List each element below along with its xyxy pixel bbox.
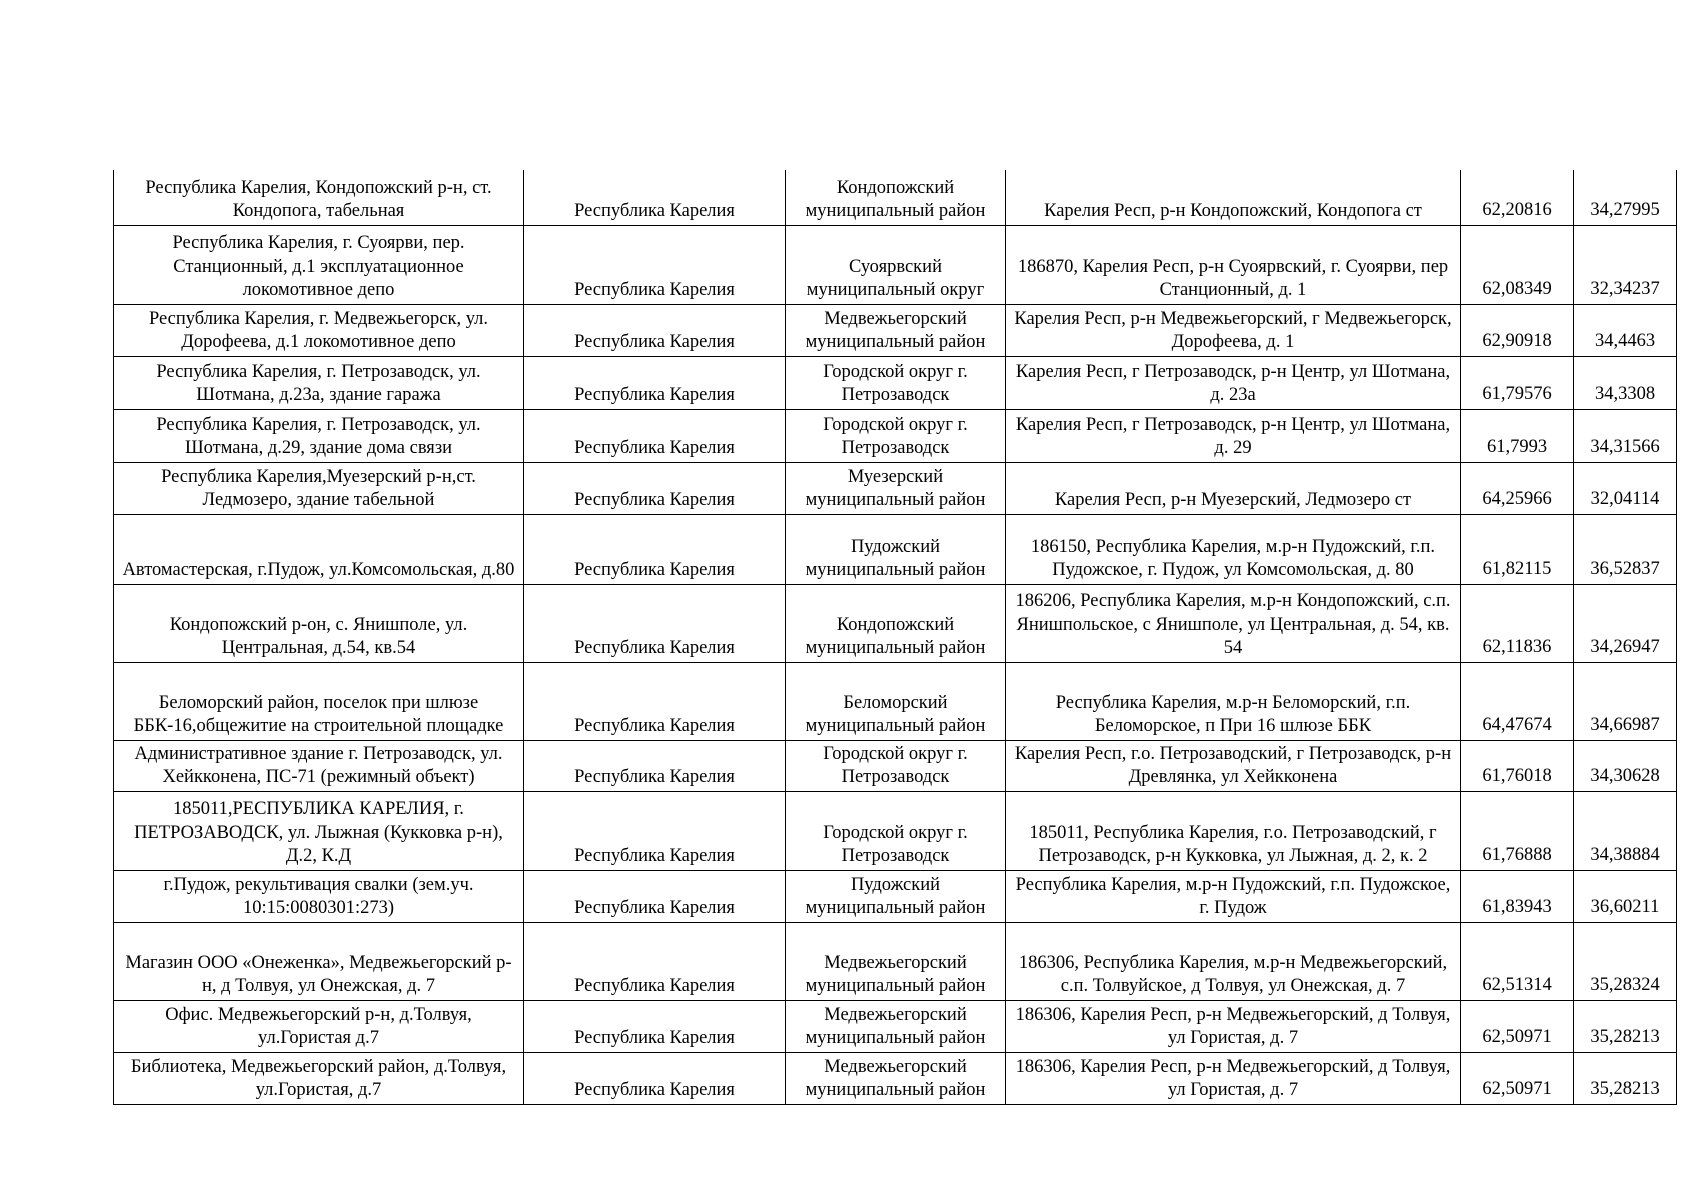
table-row xyxy=(114,304,1677,356)
object-name-cell: г.Пудож, рекультивация свалки (зем.уч. 10:15:0080301:273) xyxy=(114,870,524,922)
municipality-cell: Кондопожский муниципальный район xyxy=(786,170,1006,225)
table-row xyxy=(114,791,1677,870)
region-cell: Республика Карелия xyxy=(524,225,786,304)
municipality-cell: Медвежьегорский муниципальный район xyxy=(786,1052,1006,1104)
municipality-cell: Городской округ г. Петрозаводск xyxy=(786,791,1006,870)
address-cell: 186870, Карелия Респ, р-н Суоярвский, г. Суоярви, пер Станционный, д. 1 xyxy=(1006,225,1461,304)
latitude-cell: 61,83943 xyxy=(1461,870,1574,922)
object-name-cell: Административное здание г. Петрозаводск, ул. Хейкконена, ПС-71 (режимный объект) xyxy=(114,740,524,791)
table-row xyxy=(114,225,1677,304)
table-row xyxy=(114,1052,1677,1104)
longitude-cell: 34,4463 xyxy=(1574,304,1677,356)
municipality-cell: Городской округ г. Петрозаводск xyxy=(786,409,1006,462)
longitude-cell: 34,66987 xyxy=(1574,662,1677,740)
object-name-cell: Республика Карелия, г. Петрозаводск, ул. Шотмана, д.29, здание дома связи xyxy=(114,409,524,462)
object-name-cell: Республика Карелия, г. Медвежьегорск, ул. Дорофеева, д.1 локомотивное депо xyxy=(114,304,524,356)
latitude-cell: 62,08349 xyxy=(1461,225,1574,304)
object-name-cell: Офис. Медвежьегорский р-н, д.Толвуя, ул.Гористая д.7 xyxy=(114,1000,524,1052)
region-cell: Республика Карелия xyxy=(524,662,786,740)
latitude-cell: 62,90918 xyxy=(1461,304,1574,356)
longitude-cell: 36,60211 xyxy=(1574,870,1677,922)
latitude-cell: 61,79576 xyxy=(1461,356,1574,409)
longitude-cell: 34,30628 xyxy=(1574,740,1677,791)
municipality-cell: Кондопожский муниципальный район xyxy=(786,584,1006,662)
address-cell: 186306, Республика Карелия, м.р-н Медвежьегорский, с.п. Толвуйское, д Толвуя, ул Онежская, д. 7 xyxy=(1006,922,1461,1000)
longitude-cell: 34,31566 xyxy=(1574,409,1677,462)
object-name-cell: Магазин ООО «Онеженка», Медвежьегорский р-н, д Толвуя, ул Онежская, д. 7 xyxy=(114,922,524,1000)
municipality-cell: Медвежьегорский муниципальный район xyxy=(786,304,1006,356)
address-cell: Карелия Респ, р-н Муезерский, Ледмозеро ст xyxy=(1006,462,1461,514)
table-body xyxy=(114,170,1677,1104)
longitude-cell: 34,38884 xyxy=(1574,791,1677,870)
latitude-cell: 61,76018 xyxy=(1461,740,1574,791)
municipality-cell: Суоярвский муниципальный округ xyxy=(786,225,1006,304)
table-row xyxy=(114,1000,1677,1052)
region-cell: Республика Карелия xyxy=(524,584,786,662)
region-cell: Республика Карелия xyxy=(524,740,786,791)
longitude-cell: 36,52837 xyxy=(1574,514,1677,584)
longitude-cell: 34,26947 xyxy=(1574,584,1677,662)
table-row xyxy=(114,662,1677,740)
longitude-cell: 35,28324 xyxy=(1574,922,1677,1000)
object-name-cell: Республика Карелия, г. Петрозаводск, ул. Шотмана, д.23а, здание гаража xyxy=(114,356,524,409)
region-cell: Республика Карелия xyxy=(524,870,786,922)
region-cell: Республика Карелия xyxy=(524,1052,786,1104)
object-name-cell: Республика Карелия, г. Суоярви, пер. Станционный, д.1 эксплуатационное локомотивное депо xyxy=(114,225,524,304)
latitude-cell: 62,50971 xyxy=(1461,1052,1574,1104)
address-cell: Карелия Респ, р-н Кондопожский, Кондопога ст xyxy=(1006,170,1461,225)
municipality-cell: Пудожский муниципальный район xyxy=(786,514,1006,584)
address-cell: 186306, Карелия Респ, р-н Медвежьегорский, д Толвуя, ул Гористая, д. 7 xyxy=(1006,1000,1461,1052)
address-cell: Республика Карелия, м.р-н Беломорский, г.п. Беломорское, п При 16 шлюзе ББК xyxy=(1006,662,1461,740)
municipality-cell: Медвежьегорский муниципальный район xyxy=(786,1000,1006,1052)
table-row xyxy=(114,462,1677,514)
latitude-cell: 62,11836 xyxy=(1461,584,1574,662)
latitude-cell: 64,47674 xyxy=(1461,662,1574,740)
municipality-cell: Городской округ г. Петрозаводск xyxy=(786,356,1006,409)
region-cell: Республика Карелия xyxy=(524,791,786,870)
object-name-cell: Республика Карелия, Кондопожский р-н, ст. Кондопога, табельная xyxy=(114,170,524,225)
municipality-cell: Муезерский муниципальный район xyxy=(786,462,1006,514)
municipality-cell: Городской округ г. Петрозаводск xyxy=(786,740,1006,791)
object-name-cell: 185011,РЕСПУБЛИКА КАРЕЛИЯ, г. ПЕТРОЗАВОДСК, ул. Лыжная (Кукковка р-н), Д.2, К.Д xyxy=(114,791,524,870)
object-name-cell: Беломорский район, поселок при шлюзе ББК-16,общежитие на строительной площадке xyxy=(114,662,524,740)
table-row xyxy=(114,584,1677,662)
longitude-cell: 32,04114 xyxy=(1574,462,1677,514)
document-page xyxy=(113,170,1677,1105)
address-cell: 186206, Республика Карелия, м.р-н Кондопожский, с.п. Янишпольское, с Янишполе, ул Центральная, д. 54, кв. 54 xyxy=(1006,584,1461,662)
table-row xyxy=(114,870,1677,922)
address-cell: Республика Карелия, м.р-н Пудожский, г.п. Пудожское, г. Пудож xyxy=(1006,870,1461,922)
table-row xyxy=(114,514,1677,584)
address-cell: 185011, Республика Карелия, г.о. Петрозаводский, г Петрозаводск, р-н Кукковка, ул Лыжная, д. 2, к. 2 xyxy=(1006,791,1461,870)
region-cell: Республика Карелия xyxy=(524,304,786,356)
address-cell: Карелия Респ, г Петрозаводск, р-н Центр, ул Шотмана, д. 23а xyxy=(1006,356,1461,409)
region-cell: Республика Карелия xyxy=(524,170,786,225)
address-cell: Карелия Респ, р-н Медвежьегорский, г Медвежьегорск, Дорофеева, д. 1 xyxy=(1006,304,1461,356)
table-row xyxy=(114,356,1677,409)
table-row xyxy=(114,740,1677,791)
region-cell: Республика Карелия xyxy=(524,409,786,462)
latitude-cell: 64,25966 xyxy=(1461,462,1574,514)
latitude-cell: 62,51314 xyxy=(1461,922,1574,1000)
table-row xyxy=(114,170,1677,225)
latitude-cell: 62,20816 xyxy=(1461,170,1574,225)
object-name-cell: Республика Карелия,Муезерский р-н,ст. Ледмозеро, здание табельной xyxy=(114,462,524,514)
latitude-cell: 61,76888 xyxy=(1461,791,1574,870)
object-name-cell: Кондопожский р-он, с. Янишполе, ул. Центральная, д.54, кв.54 xyxy=(114,584,524,662)
latitude-cell: 61,7993 xyxy=(1461,409,1574,462)
address-cell: Карелия Респ, г.о. Петрозаводский, г Петрозаводск, р-н Древлянка, ул Хейкконена xyxy=(1006,740,1461,791)
objects-table xyxy=(113,170,1677,1105)
latitude-cell: 61,82115 xyxy=(1461,514,1574,584)
table-row xyxy=(114,409,1677,462)
address-cell: 186150, Республика Карелия, м.р-н Пудожский, г.п. Пудожское, г. Пудож, ул Комсомольская, д. 80 xyxy=(1006,514,1461,584)
municipality-cell: Пудожский муниципальный район xyxy=(786,870,1006,922)
longitude-cell: 34,3308 xyxy=(1574,356,1677,409)
longitude-cell: 35,28213 xyxy=(1574,1000,1677,1052)
latitude-cell: 62,50971 xyxy=(1461,1000,1574,1052)
table-row xyxy=(114,922,1677,1000)
region-cell: Республика Карелия xyxy=(524,922,786,1000)
longitude-cell: 35,28213 xyxy=(1574,1052,1677,1104)
municipality-cell: Медвежьегорский муниципальный район xyxy=(786,922,1006,1000)
address-cell: 186306, Карелия Респ, р-н Медвежьегорский, д Толвуя, ул Гористая, д. 7 xyxy=(1006,1052,1461,1104)
region-cell: Республика Карелия xyxy=(524,356,786,409)
region-cell: Республика Карелия xyxy=(524,1000,786,1052)
address-cell: Карелия Респ, г Петрозаводск, р-н Центр, ул Шотмана, д. 29 xyxy=(1006,409,1461,462)
longitude-cell: 32,34237 xyxy=(1574,225,1677,304)
longitude-cell: 34,27995 xyxy=(1574,170,1677,225)
object-name-cell: Библиотека, Медвежьегорский район, д.Толвуя, ул.Гористая, д.7 xyxy=(114,1052,524,1104)
region-cell: Республика Карелия xyxy=(524,514,786,584)
municipality-cell: Беломорский муниципальный район xyxy=(786,662,1006,740)
object-name-cell: Автомастерская, г.Пудож, ул.Комсомольская, д.80 xyxy=(114,514,524,584)
region-cell: Республика Карелия xyxy=(524,462,786,514)
